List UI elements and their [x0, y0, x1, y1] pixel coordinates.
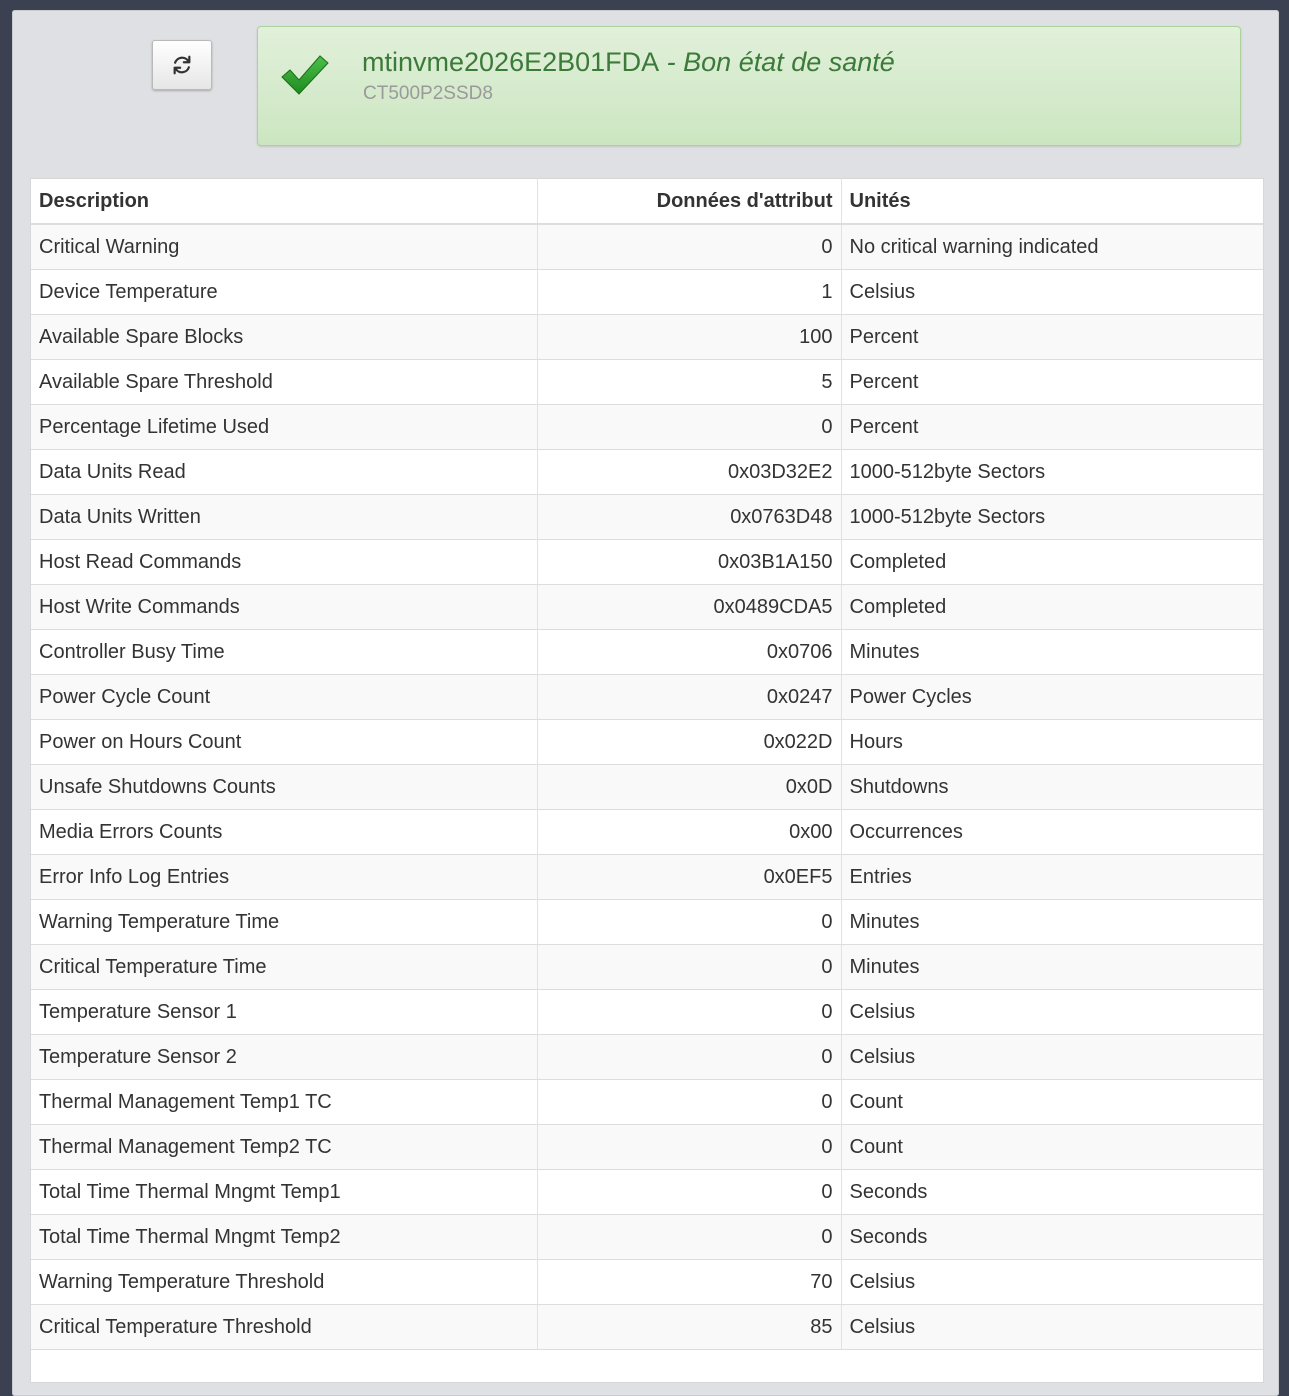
- table-row: [31, 765, 1263, 810]
- cell-value: 0x00: [537, 810, 841, 855]
- table-row: [31, 1305, 1263, 1350]
- cell-description: Data Units Written: [31, 495, 537, 540]
- cell-value: 0x0EF5: [537, 855, 841, 900]
- cell-units: Celsius: [841, 1035, 1263, 1080]
- cell-description: Power Cycle Count: [31, 675, 537, 720]
- cell-value: 0x022D: [537, 720, 841, 765]
- cell-value: 5: [537, 360, 841, 405]
- cell-units: Entries: [841, 855, 1263, 900]
- table-header-row: [31, 179, 1263, 224]
- cell-description: Host Write Commands: [31, 585, 537, 630]
- cell-description: Warning Temperature Time: [31, 900, 537, 945]
- cell-description: Temperature Sensor 1: [31, 990, 537, 1035]
- cell-description: Critical Temperature Threshold: [31, 1305, 537, 1350]
- cell-value: 0: [537, 1215, 841, 1260]
- cell-value: 0: [537, 1035, 841, 1080]
- cell-value: 0: [537, 1125, 841, 1170]
- cell-value: 0: [537, 990, 841, 1035]
- cell-value: 0x0247: [537, 675, 841, 720]
- checkmark-icon: [280, 53, 330, 97]
- status-title: [362, 47, 895, 78]
- table-row: [31, 224, 1263, 270]
- cell-units: Percent: [841, 405, 1263, 450]
- cell-units: 1000-512byte Sectors: [841, 450, 1263, 495]
- cell-description: Total Time Thermal Mngmt Temp1: [31, 1170, 537, 1215]
- table-row: [31, 270, 1263, 315]
- refresh-button[interactable]: [152, 40, 212, 90]
- cell-units: Shutdowns: [841, 765, 1263, 810]
- cell-value: 0: [537, 945, 841, 990]
- cell-description: Warning Temperature Threshold: [31, 1260, 537, 1305]
- table-row: [31, 405, 1263, 450]
- table-row: [31, 1125, 1263, 1170]
- table-row: [31, 1170, 1263, 1215]
- table-row: [31, 855, 1263, 900]
- cell-units: Celsius: [841, 1305, 1263, 1350]
- cell-value: 0: [537, 1170, 841, 1215]
- table-row: [31, 675, 1263, 720]
- cell-description: Temperature Sensor 2: [31, 1035, 537, 1080]
- table-row: [31, 1260, 1263, 1305]
- cell-units: Minutes: [841, 945, 1263, 990]
- cell-description: Critical Warning: [31, 224, 537, 270]
- cell-description: Controller Busy Time: [31, 630, 537, 675]
- cell-description: Error Info Log Entries: [31, 855, 537, 900]
- cell-units: Minutes: [841, 630, 1263, 675]
- cell-description: Total Time Thermal Mngmt Temp2: [31, 1215, 537, 1260]
- cell-units: Celsius: [841, 270, 1263, 315]
- cell-units: Seconds: [841, 1215, 1263, 1260]
- table-row: [31, 810, 1263, 855]
- column-header-description: Description: [31, 179, 537, 224]
- table-row: [31, 1080, 1263, 1125]
- smart-attributes-table: [30, 178, 1264, 1383]
- table-row: [31, 360, 1263, 405]
- cell-value: 0x0D: [537, 765, 841, 810]
- cell-units: Seconds: [841, 1170, 1263, 1215]
- cell-value: 0: [537, 900, 841, 945]
- table-row: [31, 720, 1263, 765]
- column-header-units: Unités: [841, 179, 1263, 224]
- cell-value: 0x03D32E2: [537, 450, 841, 495]
- cell-units: Percent: [841, 315, 1263, 360]
- table-row: [31, 1215, 1263, 1260]
- cell-units: Count: [841, 1080, 1263, 1125]
- cell-units: Hours: [841, 720, 1263, 765]
- table-row: [31, 450, 1263, 495]
- cell-description: Percentage Lifetime Used: [31, 405, 537, 450]
- table-row: [31, 945, 1263, 990]
- cell-units: Completed: [841, 585, 1263, 630]
- cell-units: Celsius: [841, 1260, 1263, 1305]
- cell-value: 0x0489CDA5: [537, 585, 841, 630]
- cell-units: Occurrences: [841, 810, 1263, 855]
- cell-description: Available Spare Threshold: [31, 360, 537, 405]
- cell-value: 0: [537, 224, 841, 270]
- cell-units: Count: [841, 1125, 1263, 1170]
- device-model: CT500P2SSD8: [363, 83, 493, 104]
- table-row: [31, 315, 1263, 360]
- refresh-icon: [171, 54, 193, 76]
- cell-description: Device Temperature: [31, 270, 537, 315]
- cell-value: 0: [537, 405, 841, 450]
- table-row: [31, 585, 1263, 630]
- cell-description: Critical Temperature Time: [31, 945, 537, 990]
- cell-units: No critical warning indicated: [841, 224, 1263, 270]
- cell-value: 70: [537, 1260, 841, 1305]
- cell-description: Thermal Management Temp1 TC: [31, 1080, 537, 1125]
- cell-value: 0x0706: [537, 630, 841, 675]
- table-row: [31, 540, 1263, 585]
- table-row: [31, 900, 1263, 945]
- cell-description: Host Read Commands: [31, 540, 537, 585]
- cell-units: Power Cycles: [841, 675, 1263, 720]
- cell-value: 0x03B1A150: [537, 540, 841, 585]
- cell-description: Data Units Read: [31, 450, 537, 495]
- column-header-value: Données d'attribut: [537, 179, 841, 224]
- cell-value: 0: [537, 1080, 841, 1125]
- cell-units: Percent: [841, 360, 1263, 405]
- cell-description: Unsafe Shutdowns Counts: [31, 765, 537, 810]
- cell-description: Media Errors Counts: [31, 810, 537, 855]
- status-separator: -: [659, 47, 684, 77]
- cell-units: Minutes: [841, 900, 1263, 945]
- device-id: mtinvme2026E2B01FDA: [362, 47, 660, 77]
- cell-units: Completed: [841, 540, 1263, 585]
- cell-value: 100: [537, 315, 841, 360]
- cell-description: Available Spare Blocks: [31, 315, 537, 360]
- health-status-banner: [257, 26, 1241, 146]
- cell-description: Power on Hours Count: [31, 720, 537, 765]
- table-row: [31, 1035, 1263, 1080]
- cell-units: Celsius: [841, 990, 1263, 1035]
- table-row: [31, 990, 1263, 1035]
- smart-panel: [12, 10, 1279, 1396]
- cell-value: 0x0763D48: [537, 495, 841, 540]
- table-row: [31, 495, 1263, 540]
- table-row: [31, 630, 1263, 675]
- cell-units: 1000-512byte Sectors: [841, 495, 1263, 540]
- cell-value: 85: [537, 1305, 841, 1350]
- cell-description: Thermal Management Temp2 TC: [31, 1125, 537, 1170]
- health-state: Bon état de santé: [683, 47, 895, 77]
- cell-value: 1: [537, 270, 841, 315]
